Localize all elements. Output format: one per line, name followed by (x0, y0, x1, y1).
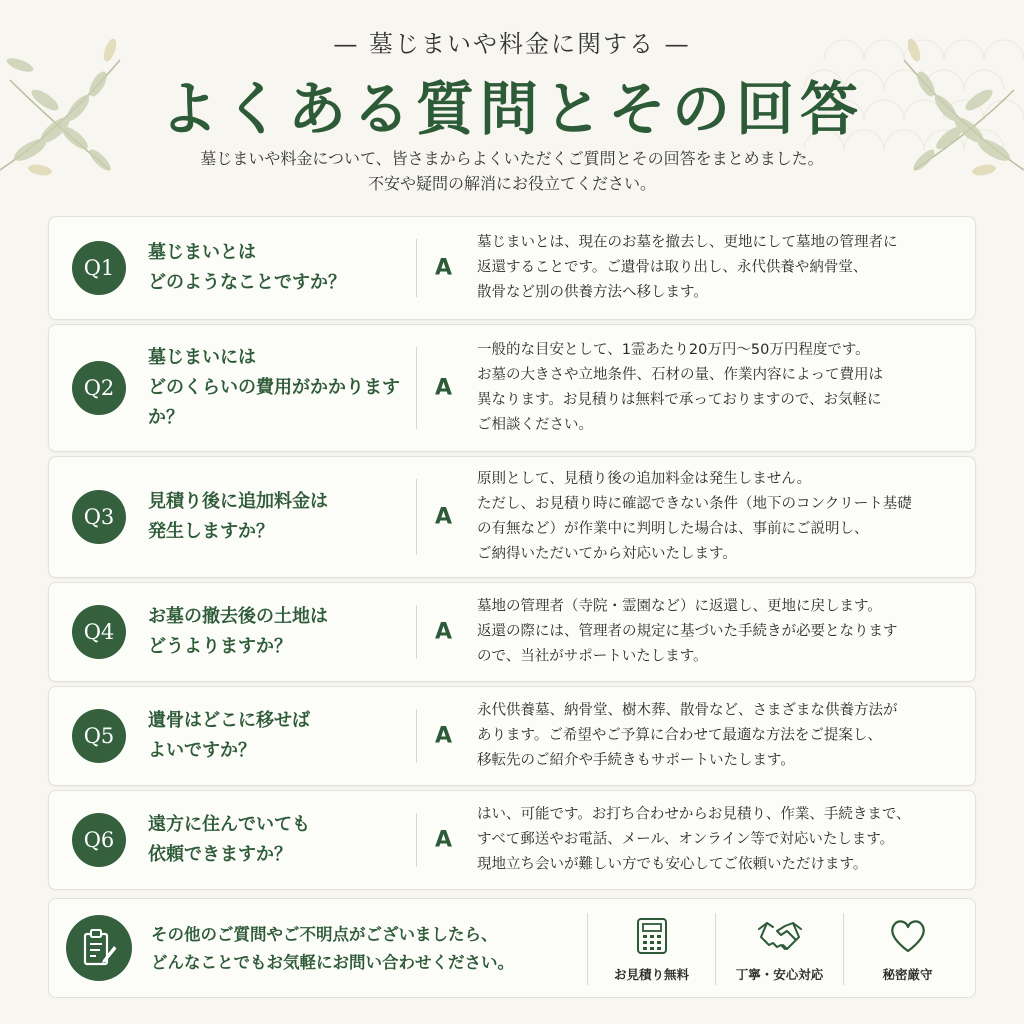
divider (416, 709, 417, 763)
answer-mark: A (435, 723, 453, 749)
question-line: どのくらいの費用がかかりますか？ (148, 377, 400, 428)
handshake-icon (757, 917, 803, 955)
answer-mark: A (435, 827, 453, 853)
lead-text (0, 146, 1024, 196)
divider (416, 239, 417, 297)
answer-line: 散骨など別の供養方法へ移します。 (477, 284, 708, 301)
question-text (148, 343, 418, 433)
answer-line: 返還することです。ご遺骨は取り出し、永代供養や納骨堂、 (477, 259, 868, 276)
answer-line: ので、当社がサポートいたします。 (477, 648, 708, 665)
answer-line: ご相談ください。 (477, 417, 593, 433)
question-text (148, 602, 418, 662)
feature-label: お見積り無料 (613, 967, 689, 982)
faq-item-q6 (48, 790, 976, 890)
faq-list (48, 216, 976, 894)
answer-line: 墓地の管理者（寺院・霊園など）に返還し、更地に戻します。 (477, 598, 882, 615)
answer-mark: A (435, 255, 453, 281)
answer-text (477, 699, 961, 774)
answer-text (477, 803, 961, 878)
feature-confidentiality (843, 913, 971, 985)
divider (416, 605, 417, 659)
question-line: どのようなことですか？ (148, 272, 346, 293)
feature-label: 秘密厳守 (882, 967, 933, 982)
answer-line: 墓じまいとは、現在のお墓を撤去し、更地にして墓地の管理者に (477, 234, 898, 251)
answer-line: 異なります。お見積りは無料で承っておりますので、お気軽に (477, 392, 882, 408)
question-number-badge: Q2 (72, 361, 126, 415)
answer-line: すべて郵送やお電話、メール、オンライン等で対応いたします。 (477, 831, 895, 848)
question-number-badge: Q6 (72, 813, 126, 867)
answer-line: 移転先のご紹介や手続きもサポートいたします。 (477, 752, 795, 769)
lead-line-2: 不安や疑問の解消にお役立てください。 (367, 174, 656, 193)
divider (416, 347, 417, 429)
question-line: 発生しますか？ (148, 521, 274, 542)
answer-line: ただし、お見積り時に確認できない条件（地下のコンクリート基礎 (477, 496, 912, 512)
answer-line: あります。ご希望やご予算に合わせて最適な方法をご提案し、 (477, 727, 882, 744)
question-text (148, 238, 418, 298)
faq-item-q3 (48, 456, 976, 578)
clipboard-pen-icon (66, 915, 132, 981)
answer-line: 永代供養墓、納骨堂、樹木葬、散骨など、さまざまな供養方法が (477, 702, 898, 719)
answer-mark: A (435, 504, 453, 530)
heart-icon (888, 917, 928, 955)
answer-line: ご納得いただいてから対応いたします。 (477, 546, 737, 562)
feature-label: 丁寧・安心対応 (735, 967, 824, 982)
lead-line-1: 墓じまいや料金について、皆さまからよくいただくご質問とその回答をまとめました。 (200, 149, 824, 168)
contact-banner (48, 898, 976, 998)
feature-careful-service (715, 913, 843, 985)
contact-message (151, 921, 514, 977)
feature-list (587, 913, 971, 985)
faq-item-q5 (48, 686, 976, 786)
question-number-badge: Q3 (72, 490, 126, 544)
page-title: よくある質問とその回答 (159, 75, 864, 143)
question-line: 墓じまいには (148, 347, 256, 368)
question-line: 依頼できますか？ (148, 844, 292, 865)
question-line: よいですか？ (148, 740, 256, 761)
question-line: 墓じまいとは (148, 242, 256, 263)
answer-line: の有無など）が作業中に判明した場合は、事前にご説明し、 (477, 521, 869, 537)
question-text (148, 706, 418, 766)
answer-text (477, 467, 961, 567)
question-line: どうよりますか？ (148, 636, 292, 657)
answer-line: 原則として、見積り後の追加料金は発生しません。 (477, 471, 812, 487)
answer-mark: A (435, 619, 453, 645)
faq-item-q1 (48, 216, 976, 320)
answer-text (477, 231, 961, 306)
contact-line-1: その他のご質問やご不明点がございましたら、 (151, 925, 498, 944)
question-line: 遠方に住んでいても (148, 814, 310, 835)
question-line: お墓の撤去後の土地は (148, 606, 328, 627)
calculator-icon (635, 917, 669, 955)
page-subtitle: — 墓じまいや料金に関する — (333, 30, 691, 58)
answer-line: 返還の際には、管理者の規定に基づいた手続きが必要となります (477, 623, 898, 640)
question-line: 遺骨はどこに移せば (148, 710, 310, 731)
answer-line: 現地立ち会いが難しい方でも安心してご依頼いただけます。 (477, 856, 868, 873)
question-line: 見積り後に追加料金は (148, 491, 328, 512)
answer-text (477, 595, 961, 670)
divider (416, 813, 417, 867)
answer-text (477, 338, 961, 438)
question-number-badge: Q5 (72, 709, 126, 763)
faq-item-q4 (48, 582, 976, 682)
contact-line-2: どんなことでもお気軽にお問い合わせください。 (151, 953, 514, 972)
divider (416, 479, 417, 555)
question-number-badge: Q4 (72, 605, 126, 659)
answer-line: お墓の大きさや立地条件、石材の量、作業内容によって費用は (477, 367, 883, 383)
feature-free-estimate (587, 913, 715, 985)
question-number-badge: Q1 (72, 241, 126, 295)
question-text (148, 487, 418, 547)
answer-line: 一般的な目安として、1霊あたり20万円〜50万円程度です。 (477, 342, 870, 358)
faq-item-q2 (48, 324, 976, 452)
question-text (148, 810, 418, 870)
answer-mark: A (435, 375, 453, 401)
answer-line: はい、可能です。お打ち合わせからお見積り、作業、手続きまで、 (477, 806, 911, 823)
